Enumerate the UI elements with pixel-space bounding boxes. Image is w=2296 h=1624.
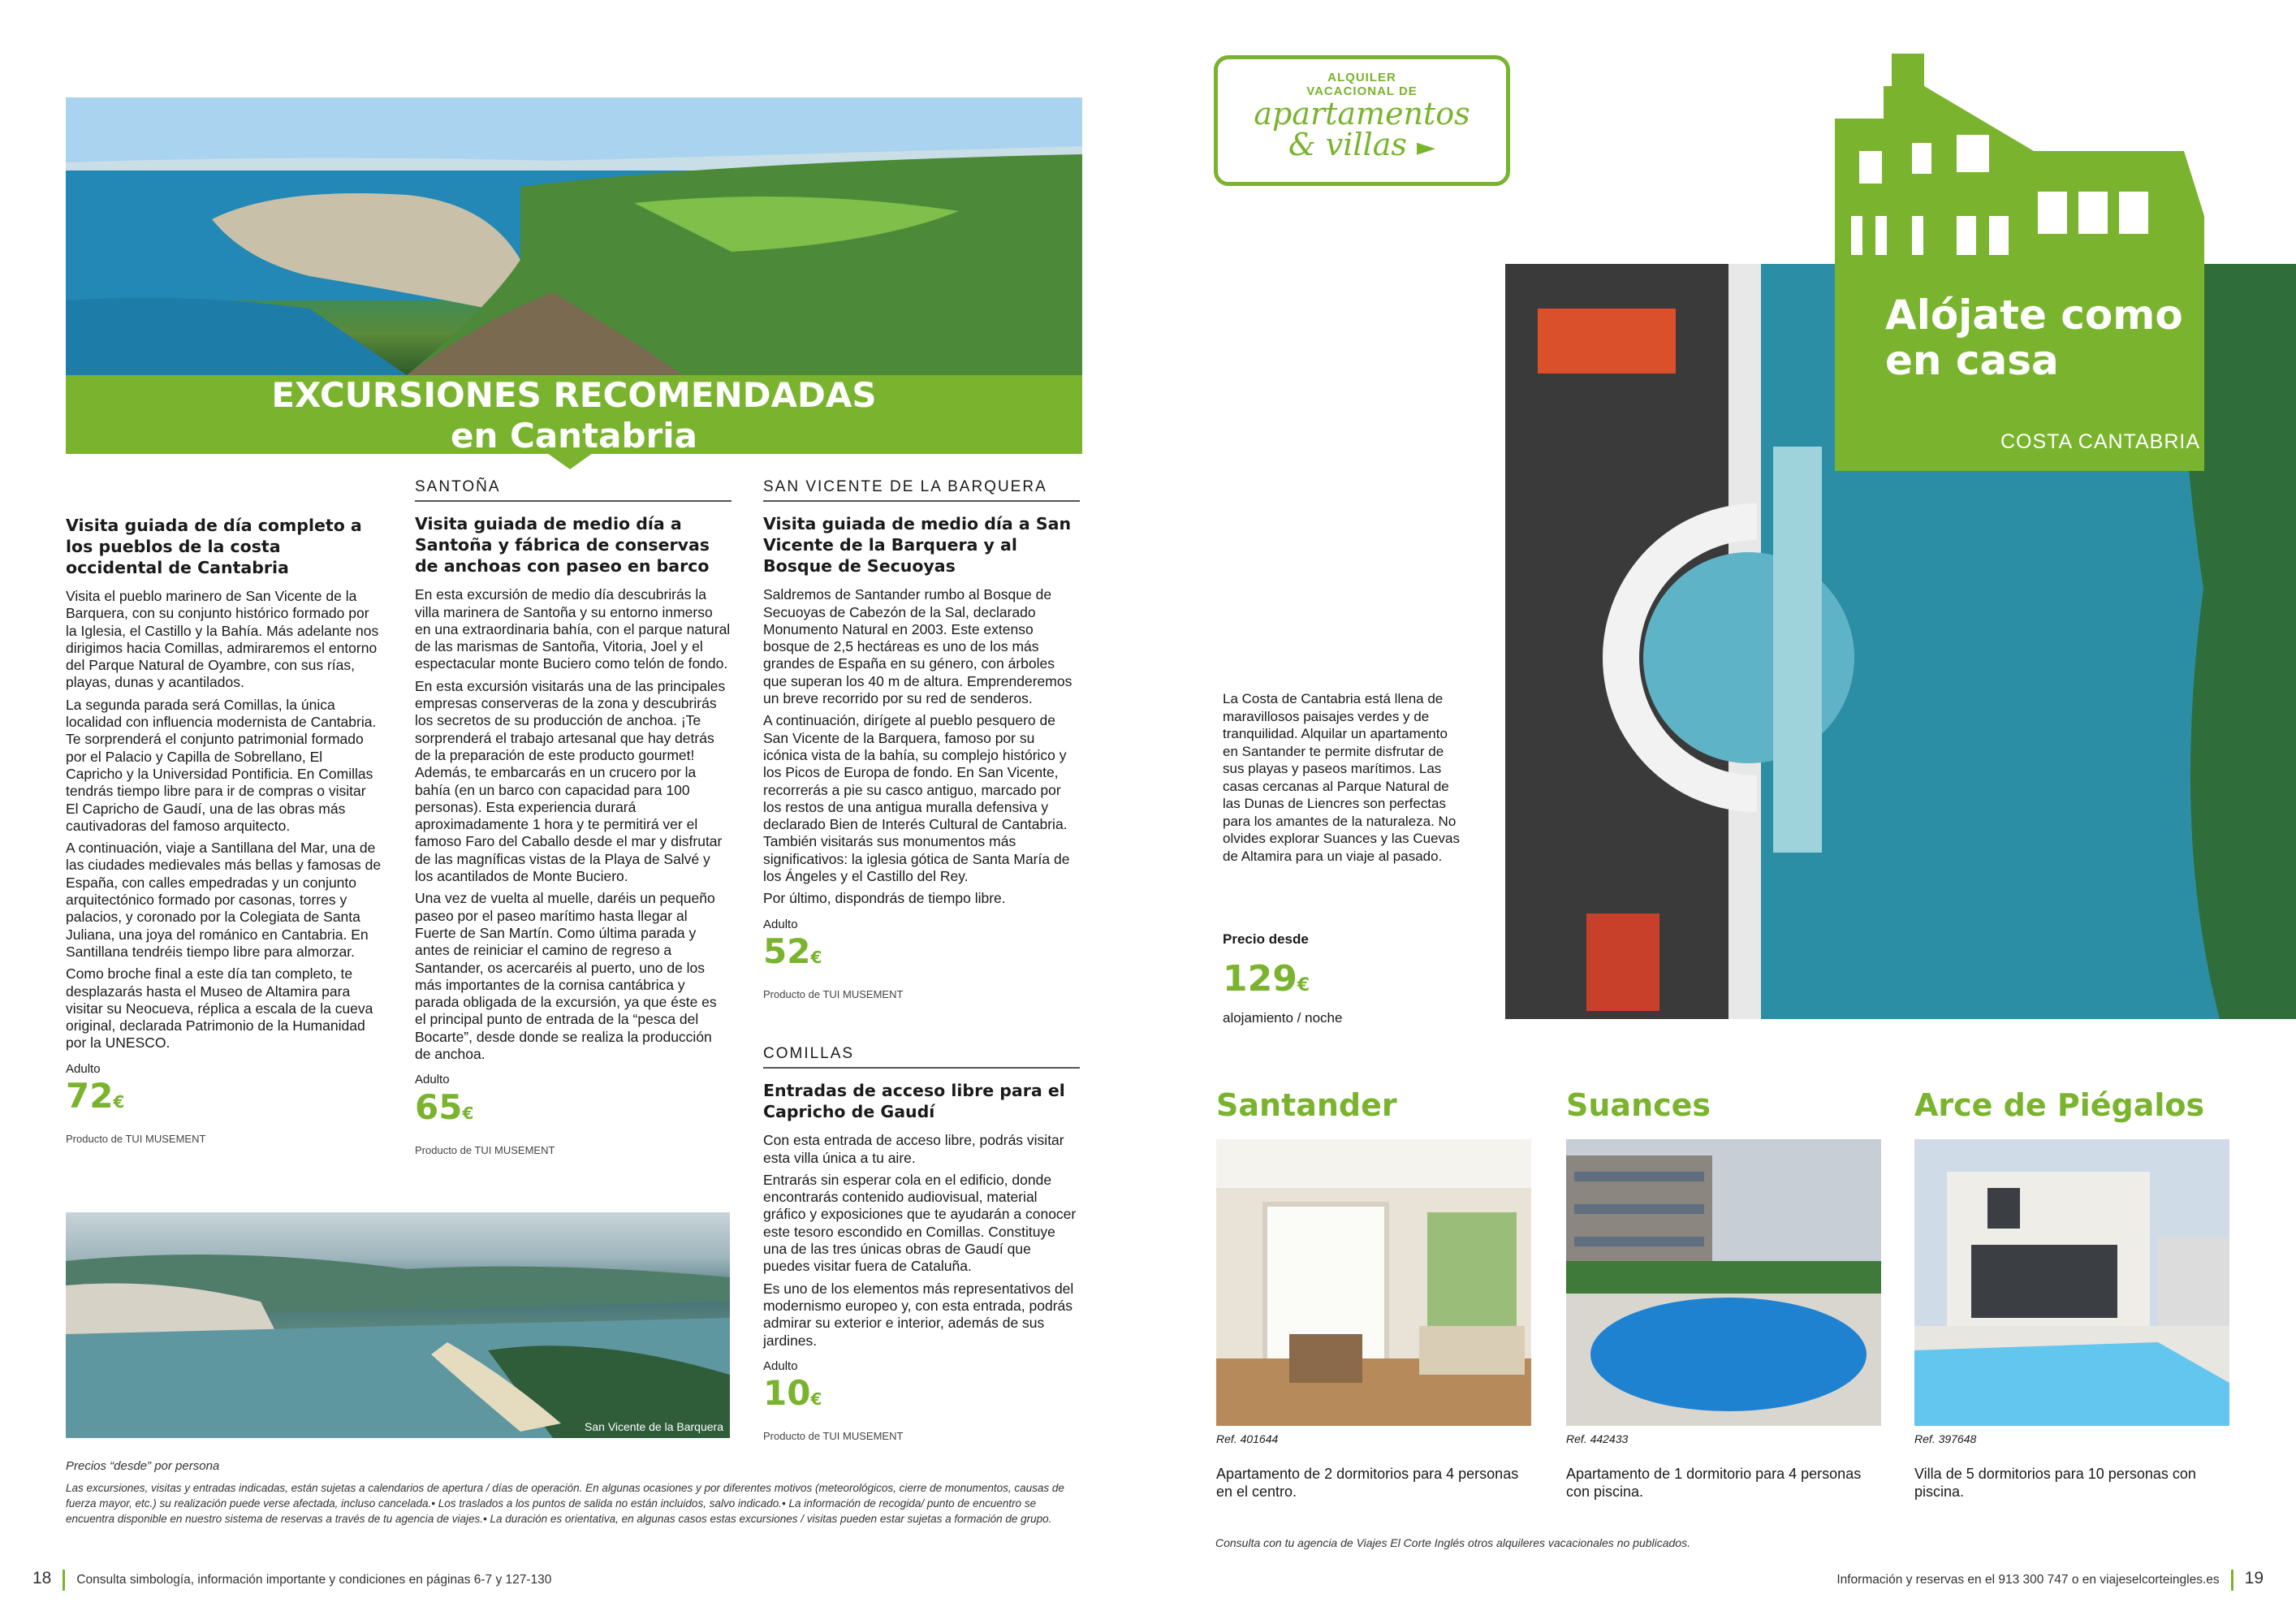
destination-photo: [1566, 1139, 1881, 1426]
logo-line: VACACIONAL DE: [1306, 84, 1418, 98]
footnote-title: Precios “desde” por persona: [66, 1459, 220, 1473]
excursion-paragraph: Entrarás sin esperar cola en el edificio, donde encontrarás contenido audiovisual, material gráfico y exposiciones que te ayudarán a conocer este tesoro escondido en Comillas. Constituye una de las tres únicas obras de Gaudí que puedes visitar fuera de Cataluña.: [763, 1171, 1077, 1275]
destination-desc: Apartamento de 1 dormitorio para 4 personas con piscina.: [1566, 1466, 1862, 1500]
destination-arce: [1914, 1086, 2229, 1501]
banner-title: EXCURSIONES RECOMENDADAS: [271, 375, 877, 415]
destination-photo: [1914, 1139, 2229, 1426]
price-unit: alojamiento / noche: [1223, 1010, 1343, 1026]
house-icon: [1835, 54, 2208, 471]
page-number: 19: [2244, 1569, 2264, 1587]
hero-coast-photo: [66, 97, 1082, 375]
excursion-paragraph: Saldremos de Santander rumbo al Bosque de Secuoyas de Cabezón de la Sal, declarado Monumento Natural en 2003. Este extenso bosque de 2,5 hectáreas es uno de los más grandes de España en su género, con árboles que superan los 40 m de altura. Emprenderemos un breve recorrido por su red de senderos.: [763, 586, 1072, 707]
brand-logo: [1214, 55, 1510, 186]
excursion-paragraph: Visita el pueblo marinero de San Vicente de la Barquera, con su conjunto histórico formado por la Iglesia, el Castillo y la Bahía. Más adelante nos dirigimos hacia Comillas, admiraremos el entorno del Parque Natural de Oyambre, con sus rías, playas, dunas y acantilados.: [66, 588, 379, 691]
excursion-costa-occidental: [66, 515, 382, 1147]
san-vicente-photo: [66, 1212, 730, 1438]
section-banner: [66, 375, 1082, 454]
excursion-paragraph: Con esta entrada de acceso libre, podrás visitar esta villa única a tu aire.: [763, 1132, 1064, 1166]
excursion-title: Entradas de acceso libre para el Capricho de Gaudí: [763, 1081, 1065, 1122]
house-title: Alójate como en casa: [1885, 292, 2183, 384]
excursion-paragraph: En esta excursión de medio día descubrirás la villa marinera de Santoña y su entorno inmerso en una extraordinaria bahía, con el parque natural de las marismas de Santoña, Vitoria, Joel y el espectacular monte Buciero como telón de fondo.: [415, 586, 731, 672]
banner-arrow: [547, 453, 593, 469]
logo-line: & villas ►: [1288, 127, 1436, 162]
play-arrow-icon: ►: [1417, 133, 1436, 162]
price-label: Adulto: [763, 1358, 798, 1373]
excursion-title: Visita guiada de medio día a Santoña y fábrica de conservas de anchoas con paseo en barco: [415, 514, 710, 577]
footer-text: Información y reservas en el 913 300 747 o en viajeselcorteingles.es: [1836, 1573, 2220, 1587]
excursion-title: Visita guiada de medio día a San Vicente de la Barquera y al Bosque de Secuoyas: [763, 514, 1072, 577]
footnote-text: Las excursiones, visitas y entradas indicadas, están sujetas a calendarios de apertura / días de operación. En algunas ocasiones y por diferentes motivos (meteorológicos, cierre de monumentos, causas de fuerza mayor, etc.) su realización puede verse afectada, incluso cancelada.• Los traslados a los puntos de salida no están incluidos, salvo indicado.• La información de recogida/ punto de encuentro se encuentra disponible en nuestro sistema de reservas a través de tu agencia de viajes.• La duración es orientativa, en algunas casos estas excursiones / visitas pueden estar sujetas a formación de grupo.: [66, 1482, 1064, 1525]
footer-divider: [2231, 1570, 2233, 1591]
house-subtitle: COSTA CANTABRIA: [2000, 430, 2200, 453]
product-provider: Producto de TUI MUSEMENT: [763, 987, 904, 1000]
excursion-paragraph: Es uno de los elementos más representativos del modernismo europeo y, con esta entrada, podrás admirar su exterior e interior, además de sus jardines.: [763, 1280, 1074, 1349]
price-label: Adulto: [66, 1061, 101, 1076]
destination-name: Arce de Piégalos: [1914, 1087, 2205, 1123]
excursion-paragraph: A continuación, viaje a Santillana del Mar, una de las ciudades medievales más bellas y famosas de España, con calles empedradas y un conjunto arquitectónico formado por casonas, torres y palacios, y coronado por la Colegiata de Santa Juliana, una joya del románico en Cantabria. En Santillana tendréis tiempo libre para almorzar.: [66, 840, 382, 960]
excursion-paragraph: A continuación, dirígete al pueblo pesquero de San Vicente de la Barquera, famoso por su icónica vista de la bahía, su complejo histórico y los Picos de Europa de fondo. En San Vicente, recorrerás a pie su casco antiguo, marcado por los restos de una antigua muralla defensiva y declarado Bien de Interés Cultural de Cantabria. También visitarás sus monumentos más significativos: la iglesia gótica de Santa María de los Ángeles y el Castillo del Rey.: [763, 712, 1070, 885]
destination-photo: [1216, 1139, 1531, 1426]
destination-santander: [1216, 1086, 1531, 1501]
banner-subtitle: en Cantabria: [450, 416, 697, 456]
left-page-footer: [32, 1569, 551, 1591]
excursion-paragraph: La segunda parada será Comillas, la única localidad con influencia modernista de Cantabria. Te sorprenderá el conjunto patrimonial formado por el Palacio y Capilla de Sobrellano, El Capricho y la Universidad Pontificia. En Comillas tendrás tiempo libre para ir de compras o visitar El Capricho de Gaudí, una de las obras más cautivadoras del famoso arquitecto.: [66, 696, 377, 834]
excursion-paragraph: Como broche final a este día tan completo, te desplazarás hasta el Museo de Altamira para visitar su Neocueva, réplica a escala de la cueva original, declarada Patrimonio de la Humanidad por la UNESCO.: [66, 965, 373, 1052]
excursion-comillas: [763, 1045, 1080, 1445]
section-heading: COMILLAS: [763, 1045, 1080, 1069]
product-provider: Producto de TUI MUSEMENT: [66, 1133, 206, 1146]
price-from-label: Precio desde: [1223, 931, 1309, 947]
consulta-note: Consulta con tu agencia de Viajes El Corte Inglés otros alquileres vacacionales no publicados.: [1215, 1536, 1690, 1549]
destination-ref: Ref. 442433: [1566, 1432, 1629, 1445]
price: 65€: [415, 1086, 474, 1127]
destination-desc: Apartamento de 2 dormitorios para 4 personas en el centro.: [1216, 1466, 1519, 1500]
price-from: 129€: [1223, 958, 1310, 1000]
footer-text: Consulta simbología, información importante y condiciones en páginas 6-7 y 127-130: [76, 1573, 552, 1587]
price: 10€: [763, 1373, 822, 1414]
destination-ref: Ref. 401644: [1216, 1432, 1279, 1445]
section-heading: SAN VICENTE DE LA BARQUERA: [763, 478, 1080, 502]
photo-caption: San Vicente de la Barquera: [585, 1420, 723, 1433]
logo-line: ALQUILER: [1327, 71, 1396, 84]
right-page-footer: [1836, 1569, 2264, 1591]
logo-line: apartamentos: [1254, 96, 1470, 132]
product-provider: Producto de TUI MUSEMENT: [763, 1430, 904, 1443]
excursion-santona: [415, 478, 732, 1159]
excursion-title: Visita guiada de día completo a los pueblos de la costa occidental de Cantabria: [66, 516, 362, 577]
price: 72€: [66, 1076, 125, 1116]
footer-divider: [63, 1570, 65, 1591]
excursion-san-vicente: [763, 478, 1080, 1003]
destination-suances: [1566, 1086, 1881, 1501]
product-provider: Producto de TUI MUSEMENT: [415, 1143, 555, 1156]
left-footnote: [66, 1458, 1077, 1527]
destination-ref: Ref. 397648: [1914, 1432, 1977, 1445]
destination-desc: Villa de 5 dormitorios para 10 personas con piscina.: [1914, 1466, 2196, 1500]
destination-name: Suances: [1566, 1087, 1711, 1123]
excursion-paragraph: Por último, dispondrás de tiempo libre.: [763, 890, 1006, 907]
excursion-paragraph: En esta excursión visitarás una de las principales empresas conserveras de la zona y descubrirás los secretos de su producción de anchoa. ¡Te sorprenderá el trabajo artesanal que hay detrás de la preparación de este producto gourmet! Además, te embarcarás en un crucero por la bahía (en un barco con capacidad para 100 personas). Esta experiencia durará aproximadamente 1 hora y te permitirá ver el famoso Faro del Caballo desde el mar y disfrutar de las magníficas vistas de la Playa de Salvé y los acantilados de Monte Buciero.: [415, 677, 726, 885]
intro-text: La Costa de Cantabria está llena de maravillosos paisajes verdes y de tranquilidad. Alquilar un apartamento en Santander te permite disfrutar de sus playas y paseos marítimos. Las casas cercanas al Parque Natural de las Dunas de Liencres son perfectas para los amantes de la naturaleza. No olvides explorar Suances y las Cuevas de Altamira para un viaje al pasado.: [1223, 691, 1460, 864]
excursion-paragraph: Una vez de vuelta al muelle, daréis un pequeño paseo por el paseo marítimo hasta llegar al Fuerte de San Martín. Como última parada y antes de reiniciar el camino de regreso a Santander, os acercaréis al puerto, uno de los más importantes de la cornisa cantábrica y parada obligada de la excursión, ya que éste es el principal punto de entrada de la “pesca del Bocarte”, desde donde se realiza la producción de anchoa.: [415, 890, 717, 1063]
destination-name: Santander: [1216, 1087, 1397, 1123]
price-label: Adulto: [415, 1073, 450, 1087]
price-label: Adulto: [763, 917, 798, 931]
section-heading: SANTOÑA: [415, 478, 732, 502]
page-number: 18: [32, 1569, 52, 1587]
price: 52€: [763, 931, 822, 971]
